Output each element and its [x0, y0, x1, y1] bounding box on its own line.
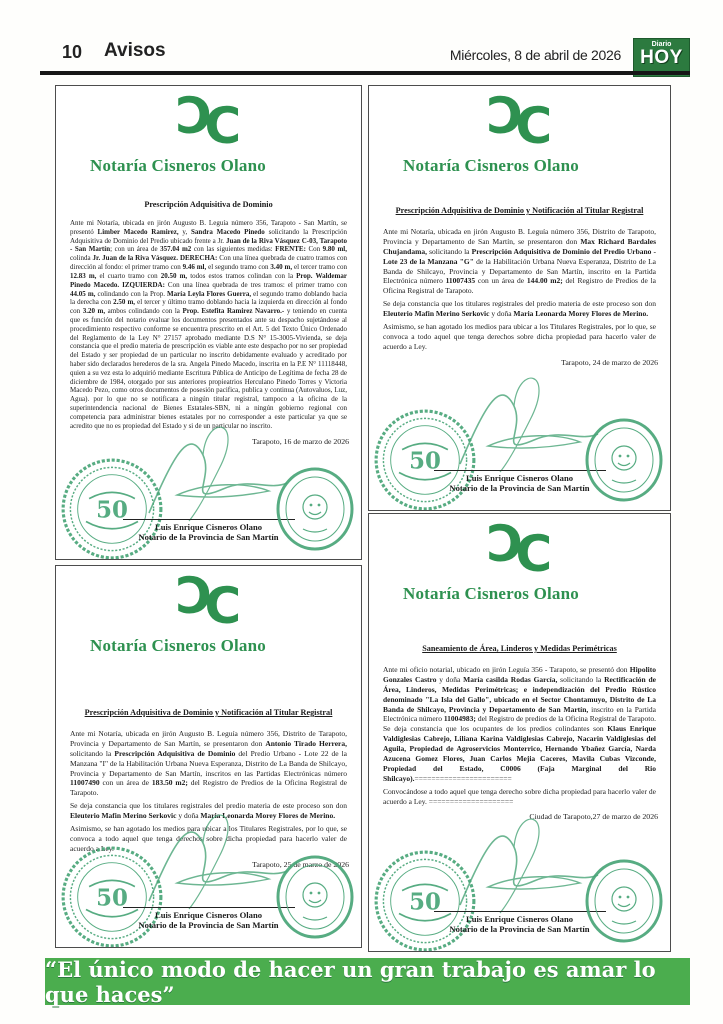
signer-title: Notario de la Provincia de San Martín	[138, 920, 279, 931]
logo-glyph-left: Ɔ	[486, 515, 524, 573]
notary-oval-seal-icon	[584, 418, 664, 502]
notice-date-line: Tarapoto, 24 de marzo de 2026	[561, 357, 658, 367]
signature-block	[369, 408, 670, 510]
section-title: Avisos	[104, 40, 166, 61]
notice-card-prescripcion-dominio	[55, 85, 362, 560]
notary-brand-name: Notaría Cisneros Olano	[403, 584, 579, 603]
signer-name: Luis Enrique Cisneros Olano	[465, 913, 574, 924]
notice-date-line: Tarapoto, 25 de marzo de 2026	[252, 859, 349, 869]
logo-glyph-left: Ɔ	[175, 567, 213, 625]
signature-squiggle-icon	[430, 817, 610, 917]
notice-date-line: Tarapoto, 16 de marzo de 2026	[252, 436, 349, 446]
signature-line	[434, 470, 606, 471]
masthead-main-label: HOY	[640, 47, 683, 68]
signature-squiggle-icon	[119, 425, 299, 525]
notice-card-prescripcion-lote-22	[55, 565, 362, 948]
notice-body	[70, 219, 347, 431]
notaria-logo	[369, 87, 670, 155]
notice-date-line: Ciudad de Tarapoto,27 de marzo de 2026	[529, 812, 658, 822]
masthead-top-label: Diario	[651, 41, 672, 48]
signer-name: Luis Enrique Cisneros Olano	[154, 909, 263, 920]
signature-line	[123, 519, 295, 520]
notary-oval-seal-icon	[275, 855, 355, 939]
notaria-logo	[56, 567, 361, 635]
notice-paragraph: Ante mi Notaría, ubicada en jirón Augusto B. Leguía número 356, Distrito de Tarapoto, Provincia y Departamento de San Martín, se presentaron don Max Richard Bardales Chujandama, solicitando la Prescripción Adquisitiva de Dominio del Predio Urbano - Lote 23 de la Manzana "G" de la Habilitación Urbana Nueva Esperanza, Distrito de La Banda de Shilcayo, Provincia y Departamento de San Martín, inscrito en la Partida Electrónica número 11007435 con un área de 144.00 m2; del Registro de Predios de la Oficina Registral de Tarapoto.	[383, 227, 657, 296]
notice-paragraph: Ante mi oficio notarial, ubicado en jirón Leguía 356 - Tarapoto, se presentó don Hipolito Gonzales Castro y doña María casilda Rodas García, solicitando la Rectificación de Área, Linderos, Medidas Perimétricas; e independización del Predio Rústico denominado "La Isla del Gallo", ubicado en el Sector Chontamuyo, Distrito de La Banda de Shilcayo, Provincia y Departamento de San Martín, inscrito en la Partida Electrónica número 11004983; del Registro de predios de la Oficina Registral de Tarapoto. Se deja constancia que los ocupantes de los predios colindantes son Klaus Enrique Valdiglesias Cabrejo, Liliana Karina Valdiglesias Cabrejo, Nacarin Valdiglesias del Aguila, Propiedad de Agroservicios Monterrico, Hernando Ybañez García, Narda Azucena Gomez Flores, Juan Carlos Mejia Caceres, Mavila Cubas Vizconde, Propiedad del Estado, C0006 (Faja Marginal del Rio Shilcayo).=======================	[383, 665, 657, 783]
notice-heading: Saneamiento de Área, Linderos y Medidas Perimétricas	[422, 644, 617, 653]
svg-text:50: 50	[409, 448, 441, 475]
signature-block	[56, 457, 361, 559]
signer-name: Luis Enrique Cisneros Olano	[465, 472, 574, 483]
notice-paragraph: Convocándose a todo aquel que tenga derecho sobre dicha propiedad para hacerlo valer de acuerdo a Ley. ====================	[383, 786, 656, 806]
footer-quote-text: “El único modo de hacer un gran trabajo es amar lo que haces”	[45, 956, 656, 1007]
notice-paragraph: Se deja constancia que los titulares registrales del predio materia de este proceso son don Eleuterio Mafin Merino Serkovic y doña Maria Leonarda Morey Flores de Merino.	[70, 801, 347, 821]
notary-brand-name: Notaría Cisneros Olano	[90, 636, 266, 655]
signature-squiggle-icon	[430, 376, 610, 476]
notary-brand-name: Notaría Cisneros Olano	[403, 156, 579, 175]
page-number: 10	[62, 42, 83, 62]
svg-text:50: 50	[409, 889, 441, 916]
signature-line	[123, 907, 295, 908]
notaria-logo	[56, 87, 361, 155]
notice-heading: Prescripción Adquisitiva de Dominio y Notificación al Titular Registral	[84, 708, 333, 717]
notice-heading: Prescripción Adquisitiva de Dominio	[144, 200, 273, 209]
signature-line	[434, 911, 606, 912]
signature-block	[369, 849, 670, 951]
notaria-logo	[369, 515, 670, 583]
notice-body	[383, 227, 656, 352]
signer-name: Luis Enrique Cisneros Olano	[154, 521, 263, 532]
notary-brand-name: Notaría Cisneros Olano	[90, 156, 266, 175]
notary-oval-seal-icon	[275, 467, 355, 551]
header-divider	[40, 71, 690, 75]
svg-text:50: 50	[96, 497, 128, 524]
notice-paragraph: Asimismo, se han agotado los medios para ubicar a los Titulares Registrales, por lo que, se convoca a todo aquel que tenga derechos sobre dicha propiedad para hacerlo valer de acuerdo a Ley.	[383, 322, 656, 351]
notice-card-saneamiento-area	[368, 513, 671, 952]
logo-glyph-right: C	[204, 97, 242, 155]
signer-title: Notario de la Provincia de San Martín	[138, 532, 279, 543]
logo-glyph-left: Ɔ	[486, 87, 524, 145]
logo-glyph-right: C	[515, 525, 553, 583]
signer-title: Notario de la Provincia de San Martín	[449, 483, 590, 494]
notice-paragraph: Asimismo, se han agotado los medios para ubicar a los Titulares Registrales, por lo que, se convoca a todo aquel que tenga derechos sobre dicha propiedad para hacerlo valer de acuerdo a Ley.	[70, 824, 347, 853]
notice-heading: Prescripción Adquisitiva de Dominio y Notificación al Titular Registral	[395, 206, 644, 215]
footer-quote-banner	[45, 958, 690, 1005]
logo-glyph-right: C	[204, 577, 242, 635]
signer-title: Notario de la Provincia de San Martín	[449, 924, 590, 935]
edition-date: Miércoles, 8 de abril de 2026	[449, 47, 621, 63]
notice-body	[383, 665, 656, 806]
signature-block	[56, 845, 361, 947]
notice-paragraph: Ante mi Notaría, ubicada en jirón Augusto B. Leguía número 356, Distrito de Tarapoto, Provincia y Departamento de San Martín, se presentaron don Antonio Tirado Herrera, solicitando la Prescripción Adquisitiva de Dominio del Predio Urbano - Lote 22 de la Manzana "I" de la Habilitación Urbana Nueva Esperanza, Distrito de La Banda de Shilcayo, Provincia y Departamento de San Martín, inscritos en las Partidas Electrónicas número 11007490 con un área de 183.50 m2; del Registro de Predios de la Oficina Registral de Tarapoto.	[70, 729, 348, 798]
logo-glyph-right: C	[515, 97, 553, 155]
notice-paragraph: Se deja constancia que los titulares registrales del predio materia de este proceso son don Eleuterio Mafin Merino Serkovic y doña Maria Leonarda Morey Flores de Merino.	[383, 299, 656, 319]
signature-squiggle-icon	[119, 813, 299, 913]
notary-oval-seal-icon	[584, 859, 664, 943]
svg-text:50: 50	[96, 885, 128, 912]
notice-card-prescripcion-lote-23	[368, 85, 671, 511]
notice-paragraph: Ante mi Notaría, ubicada en jirón Augusto B. Leguía número 356, Tarapoto - San Martín, se presentó Limber Macedo Ramirez, y, Sandra Macedo Pinedo solicitando la Prescripción Adquisitiva de Dominio del Predio ubicado frente a Jr. Juan de la Riva Vásquez C-03, Tarapoto - San Martín; con un área de 357.04 m2 con las siguientes medidas: FRENTE: Con 9.80 ml, colinda Jr. Juan de la Riva Vásquez. DERECHA: Con una línea quebrada de cuatro tramos con dirección al fondo: el primer tramo con 9.46 ml, el segundo tramo con 3.40 m, el tercer tramo con 12.83 m, el cuarto tramo con 20.50 m, todos estos tramos colindan con la Prop. Waldemar Pinedo Macedo. IZQUIERDA: Con una línea quebrada de tres tramos: el primer tramo con 44.05 m, colindando con la Prop. María Leyla Flores Guerra, el segundo tramo doblando hacia la derecha con 2.50 m, el tercer y último tramo doblando hacia la izquierda en dirección al fondo con 3.20 m, ambos colindando con la Prop. Estefita Ramirez Navarro.- y teniendo en cuenta que es función del notario evaluar los documentos presentados ante su despacho sujetándose al procedimiento respectivo conforme se encuentra prescrito en el Art. 5 del Texto Único Ordenado del Reglamento de la Ley N° 27157 aprobado mediante D.S N° 15-3005-Vivienda, se deja constancia que el predio materia de prescripción es viable ante este despacho por no ser propiedad del Estado y ser propiedad de un particular no inscrito debidamente evaluado y acreditado por haber sido declarados herederos de la sra. Angela Pinedo Macedo, inscrita en la P.E N° 11118448, quien a su vez esta lo adquirió mediante Escritura Pública de Anticipo de Legítima de fecha 28 de diciembre de 1984, otorgado por sus anteriores propieatrios Herculano Pinedo Torres y Victoria Macedo Pezo, como otros documentos de posesión pacifica, publica y continua (Autovaluos, Luz, Agua). por lo que no se notificara a ningún titular registral, tampoco a la oficina de la superintendencia nacional de Bienes Estatales-SBN, ni a ningún gobierno regional con competencia para administrar bienes estatales por no corresponder a este particular ya que se acredito que no es propiedad del Estado y si de un particular no inscrito.	[70, 219, 348, 430]
logo-glyph-left: Ɔ	[175, 87, 213, 145]
